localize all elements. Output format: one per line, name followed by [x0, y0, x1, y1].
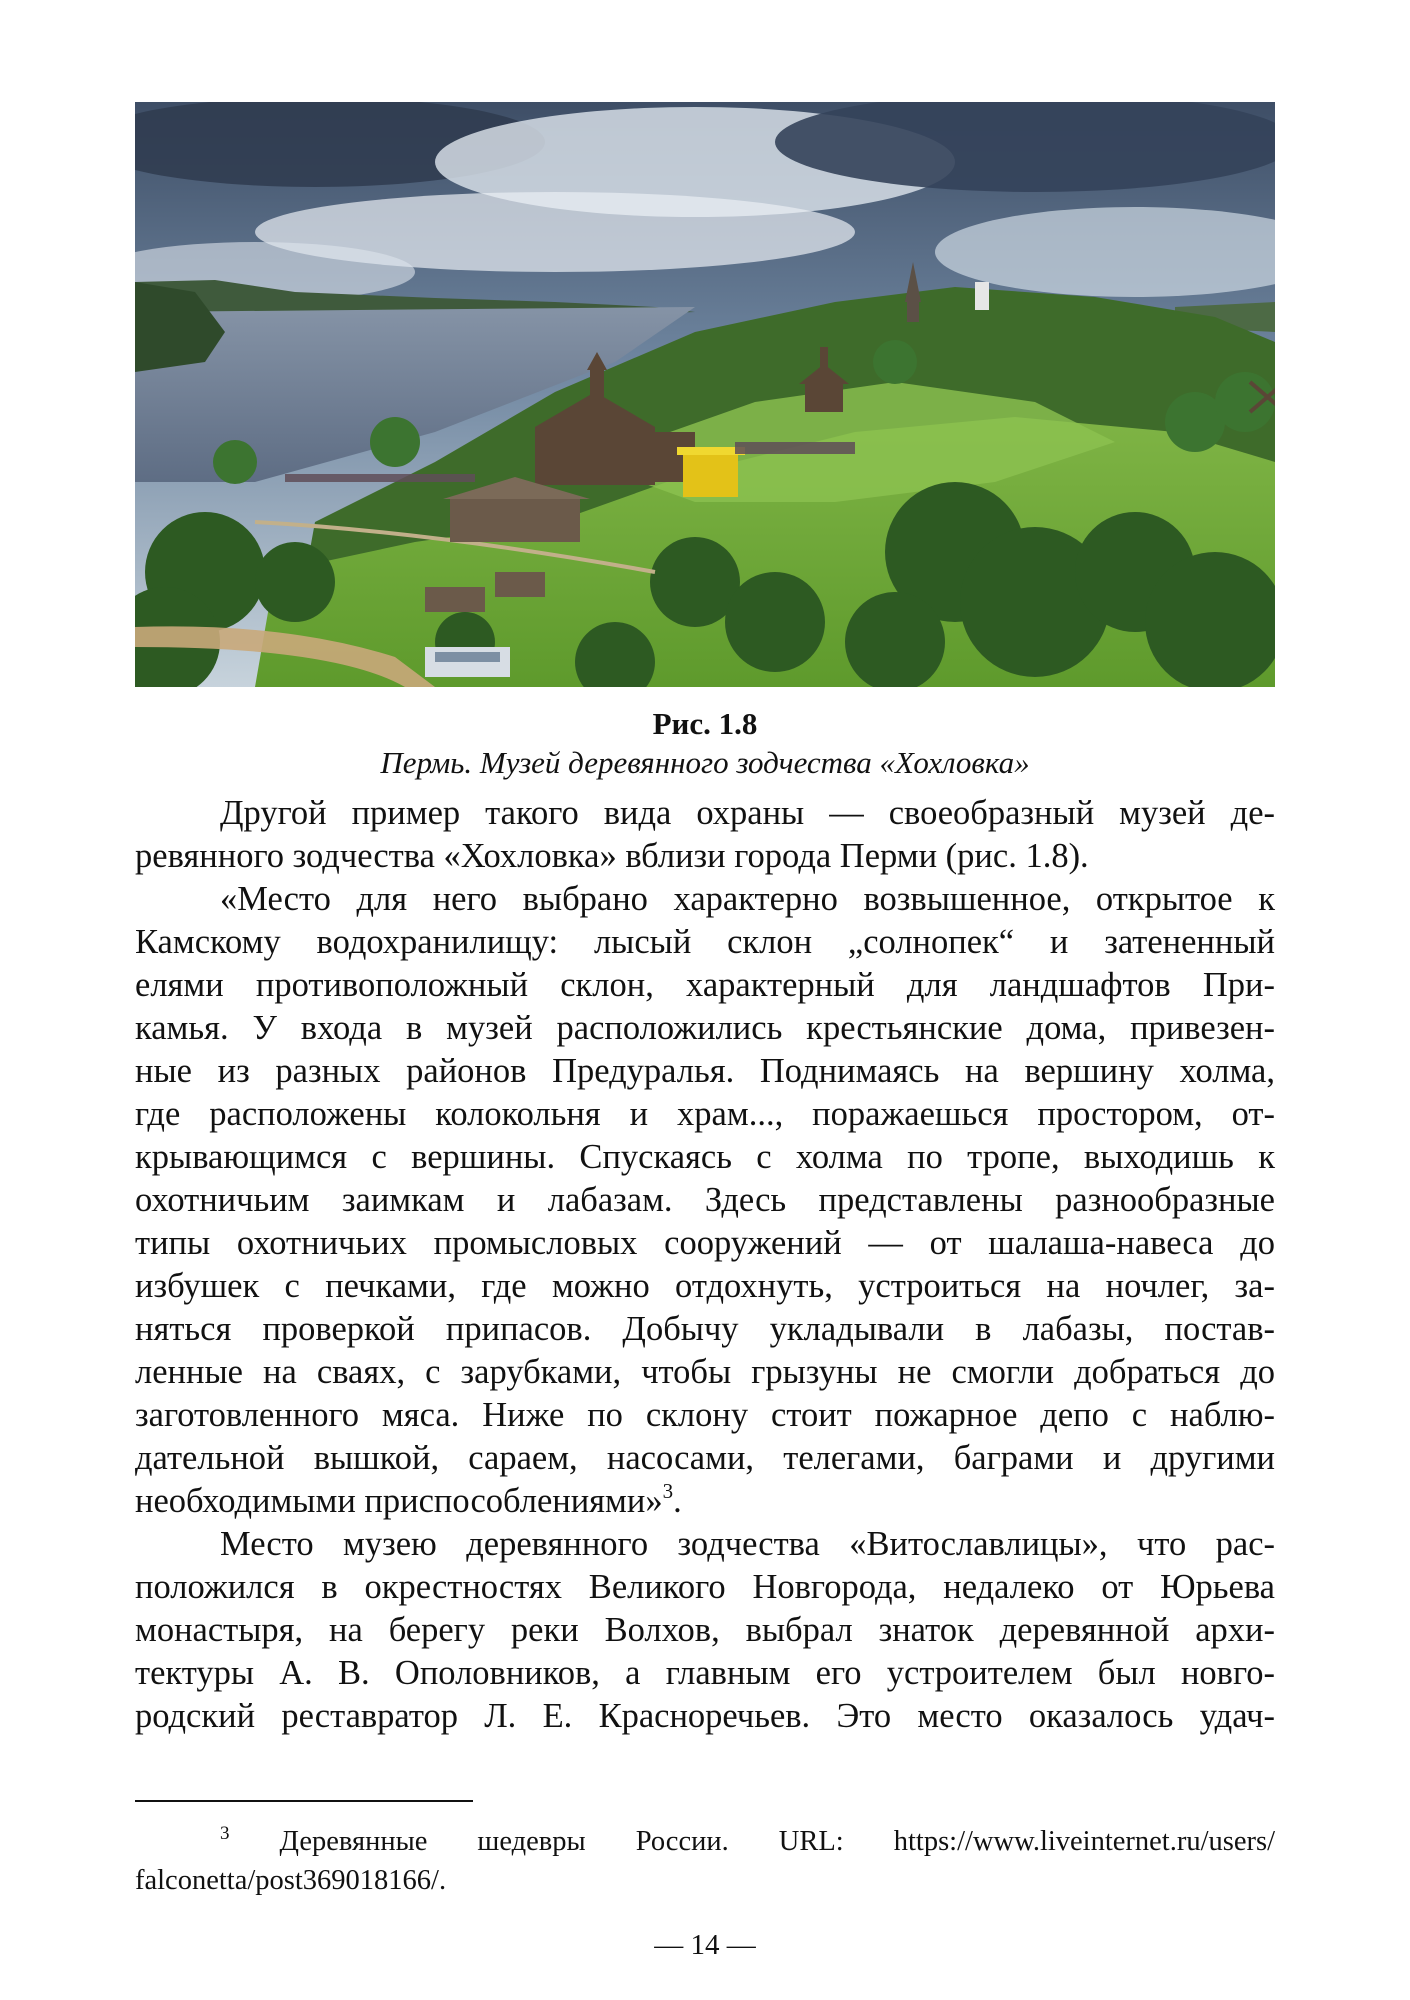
text-line: типы охотничьих промысловых сооружений — от шалаша-навеса до	[135, 1224, 1275, 1262]
text-line: ные из разных районов Предуралья. Поднимаясь на вершину холма,	[135, 1052, 1275, 1090]
figure-label: Рис. 1.8	[652, 706, 758, 741]
text-line: ленные на сваях, с зарубками, чтобы грызуны не смогли добраться до	[135, 1353, 1275, 1391]
text-line: избушек с печками, где можно отдохнуть, устроиться на ночлег, за-	[135, 1267, 1275, 1305]
text-line: крывающимся с вершины. Спускаясь с холма по тропе, выходишь к	[135, 1138, 1275, 1176]
page-number: — 14 —	[654, 1929, 756, 1961]
footnote-line	[135, 1822, 1275, 1861]
text-line: «Место для него выбрано характерно возвышенное, открытое к	[220, 880, 1275, 918]
text-line: тектуры А. В. Ополовников, а главным его устроителем был новго-	[135, 1654, 1275, 1692]
text-line: родский реставратор Л. Е. Красноречьев. Это место оказалось удач-	[135, 1697, 1275, 1735]
footnote-ref[interactable]: 3	[662, 1479, 674, 1503]
footnote-mark: 3	[220, 1823, 230, 1844]
figure-caption: Пермь. Музей деревянного зодчества «Хохловка»	[380, 745, 1030, 780]
paragraph-1	[135, 792, 1275, 878]
paragraph-2-quote	[135, 878, 1275, 1523]
body-text	[135, 792, 1275, 1738]
text-line: няться проверкой припасов. Добычу укладывали в лабазы, постав-	[135, 1310, 1275, 1348]
text-line: ревянного зодчества «Хохловка» вблизи города Перми (рис. 1.8).	[135, 837, 1089, 875]
footnote-divider	[135, 1800, 473, 1802]
footnote	[135, 1822, 1275, 1900]
text-line: монастыря, на берегу реки Волхов, выбрал знаток деревянной архи-	[135, 1611, 1275, 1649]
text-line: елями противоположный склон, характерный для ландшафтов При-	[135, 966, 1275, 1004]
museum-photo	[135, 102, 1275, 687]
text-line: положился в окрестностях Великого Новгорода, недалеко от Юрьева	[135, 1568, 1275, 1606]
text-line: дательной вышкой, сараем, насосами, телегами, баграми и другими	[135, 1439, 1275, 1477]
text-line: заготовленного мяса. Ниже по склону стоит пожарное депо с наблю-	[135, 1396, 1275, 1434]
text-line-with-footnote	[135, 1480, 1275, 1523]
text-line: Место музею деревянного зодчества «Витославлицы», что рас-	[220, 1525, 1275, 1563]
footnote-url-tail[interactable]: falconetta/post369018166/.	[135, 1865, 447, 1896]
text-line: Камскому водохранилищу: лысый склон „солнопек“ и затененный	[135, 923, 1275, 961]
text-end: .	[673, 1482, 682, 1520]
text-line: камья. У входа в музей расположились крестьянские дома, привезен-	[135, 1009, 1275, 1047]
footnote-text: Деревянные шедевры России. URL: https://www.liveinternet.ru/users/	[279, 1826, 1275, 1857]
text-line: Другой пример такого вида охраны — своеобразный музей де-	[220, 794, 1275, 832]
text-line: необходимыми приспособлениями»	[135, 1482, 663, 1520]
text-line: где расположены колокольня и храм..., поражаешься простором, от-	[135, 1095, 1275, 1133]
text-line: охотничьим заимкам и лабазам. Здесь представлены разнообразные	[135, 1181, 1275, 1219]
paragraph-3	[135, 1523, 1275, 1738]
